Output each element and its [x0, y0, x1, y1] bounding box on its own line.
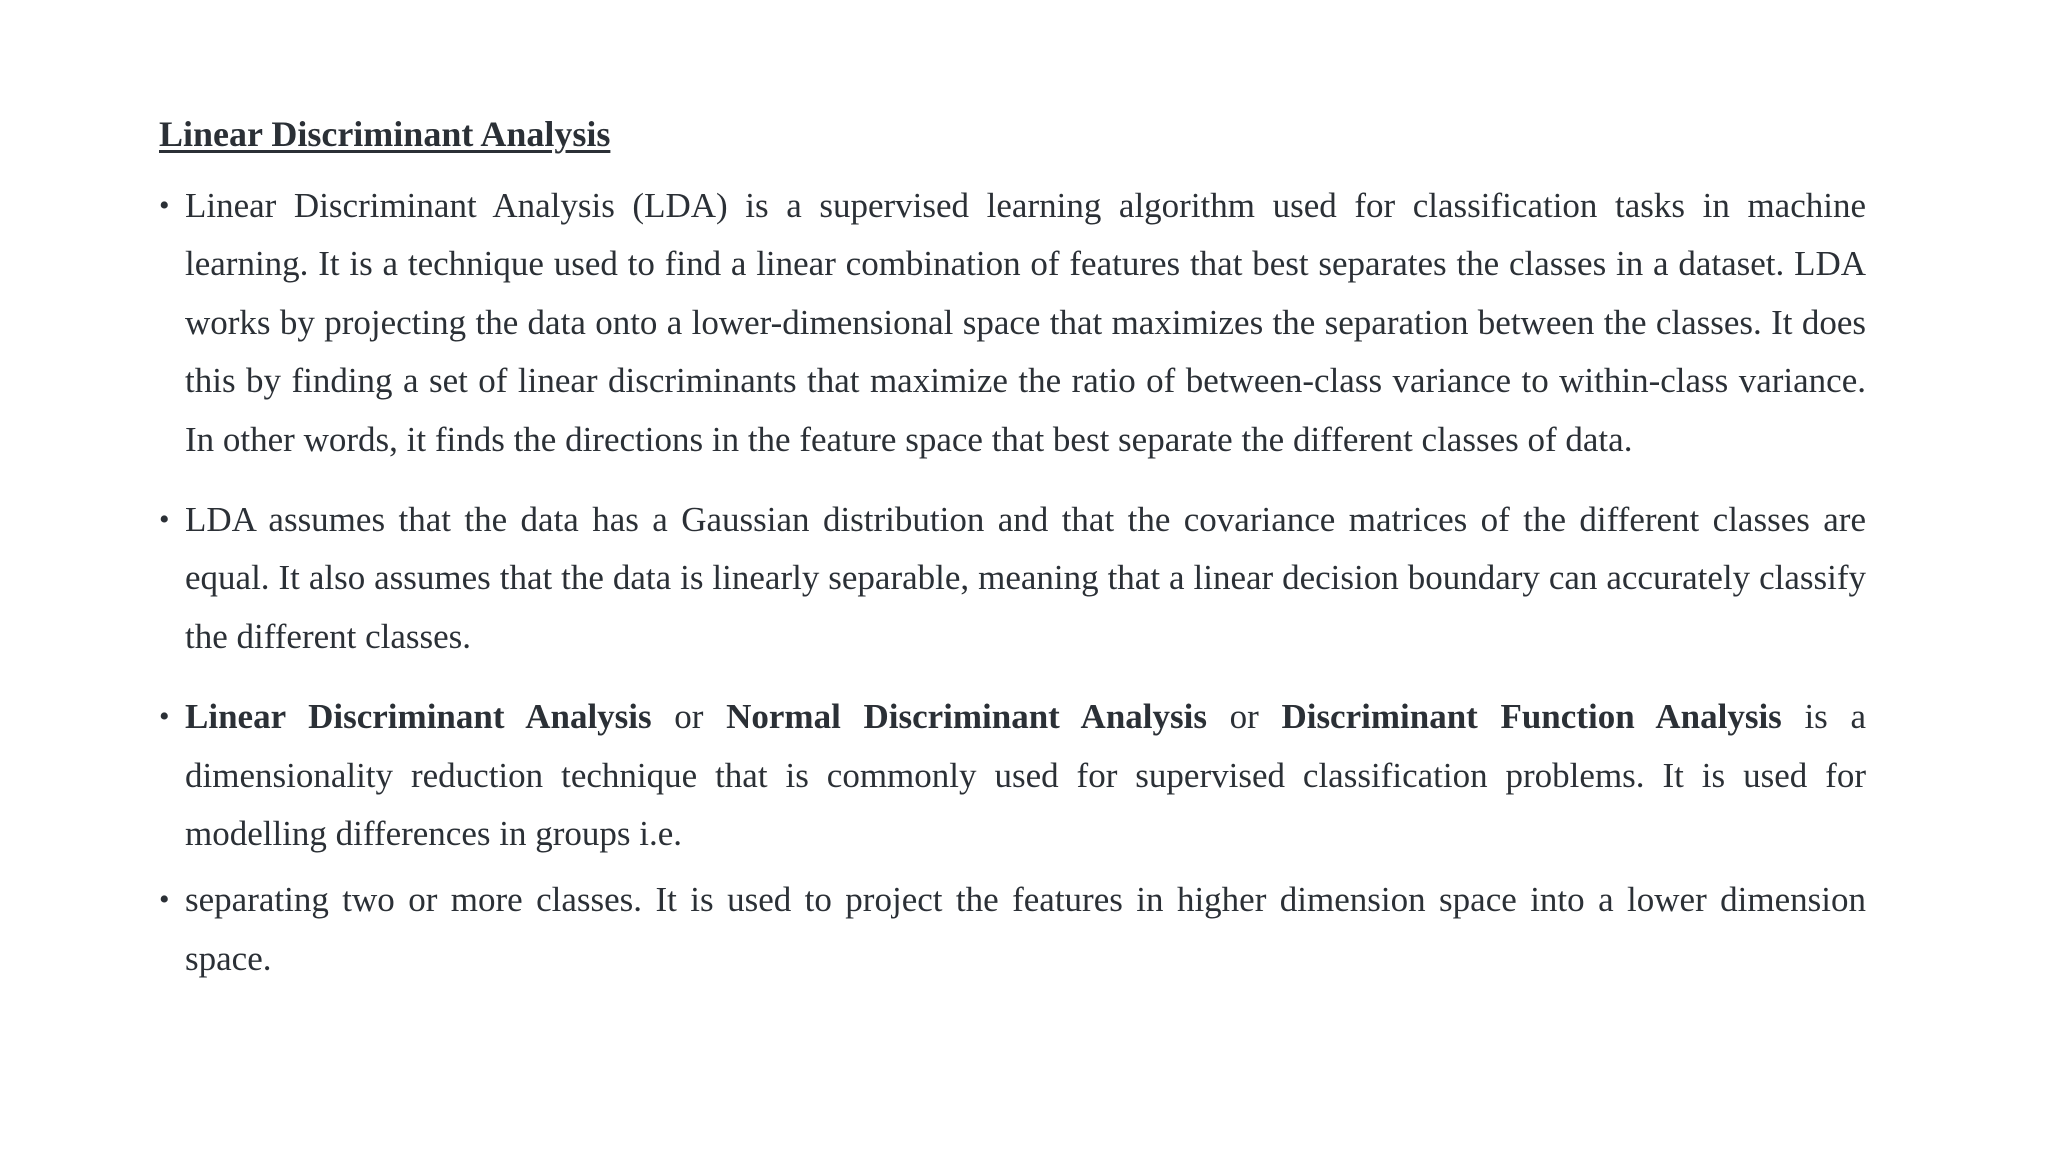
bullet-dot-icon: •: [159, 503, 170, 537]
bullet-dot-icon: •: [159, 189, 170, 222]
slide-title: Linear Discriminant Analysis: [159, 114, 611, 154]
bullet-list: [159, 177, 1866, 988]
conjunction-or: or: [1206, 697, 1282, 737]
bullet-text: [185, 697, 1866, 853]
bullet-dot-icon: •: [159, 700, 170, 734]
bullet-rest-text: is a dimensionality reduction technique that is commonly used for supervised classification problems. It is used for modelling differences in groups i.e.: [185, 697, 1866, 854]
conjunction-or: or: [651, 697, 727, 737]
bullet-text: Linear Discriminant Analysis (LDA) is a supervised learning algorithm used for classification tasks in machine learning. It is a technique used to find a linear combination of features that best separates the classes in a dataset. LDA works by projecting the data onto a lower-dimensional space that maximizes the separation between the classes. It does this by finding a set of linear discriminants that maximize the ratio of between-class variance to within-class variance. In other words, it finds the directions in the feature space that best separate the different classes of data.: [185, 186, 1866, 459]
bullet-item-lda-alternate-names: [159, 688, 1866, 863]
bullet-text: separating two or more classes. It is used to project the features in higher dimension space into a lower dimension space.: [185, 880, 1866, 978]
term-discriminant-function-analysis: Discriminant Function Analysis: [1281, 697, 1782, 737]
bullet-item-lda-assumptions: [159, 491, 1866, 666]
bullet-text: LDA assumes that the data has a Gaussian distribution and that the covariance matrices of the different classes are equal. It also assumes that the data is linearly separable, meaning that a linear decision boundary can accurately classify the different classes.: [185, 500, 1866, 656]
bullet-item-lda-definition: [159, 177, 1866, 469]
bullet-dot-icon: •: [159, 883, 170, 917]
term-linear-discriminant-analysis: Linear Discriminant Analysis: [185, 697, 652, 737]
bullet-item-separating-classes: [159, 871, 1866, 988]
term-normal-discriminant-analysis: Normal Discriminant Analysis: [726, 697, 1207, 737]
